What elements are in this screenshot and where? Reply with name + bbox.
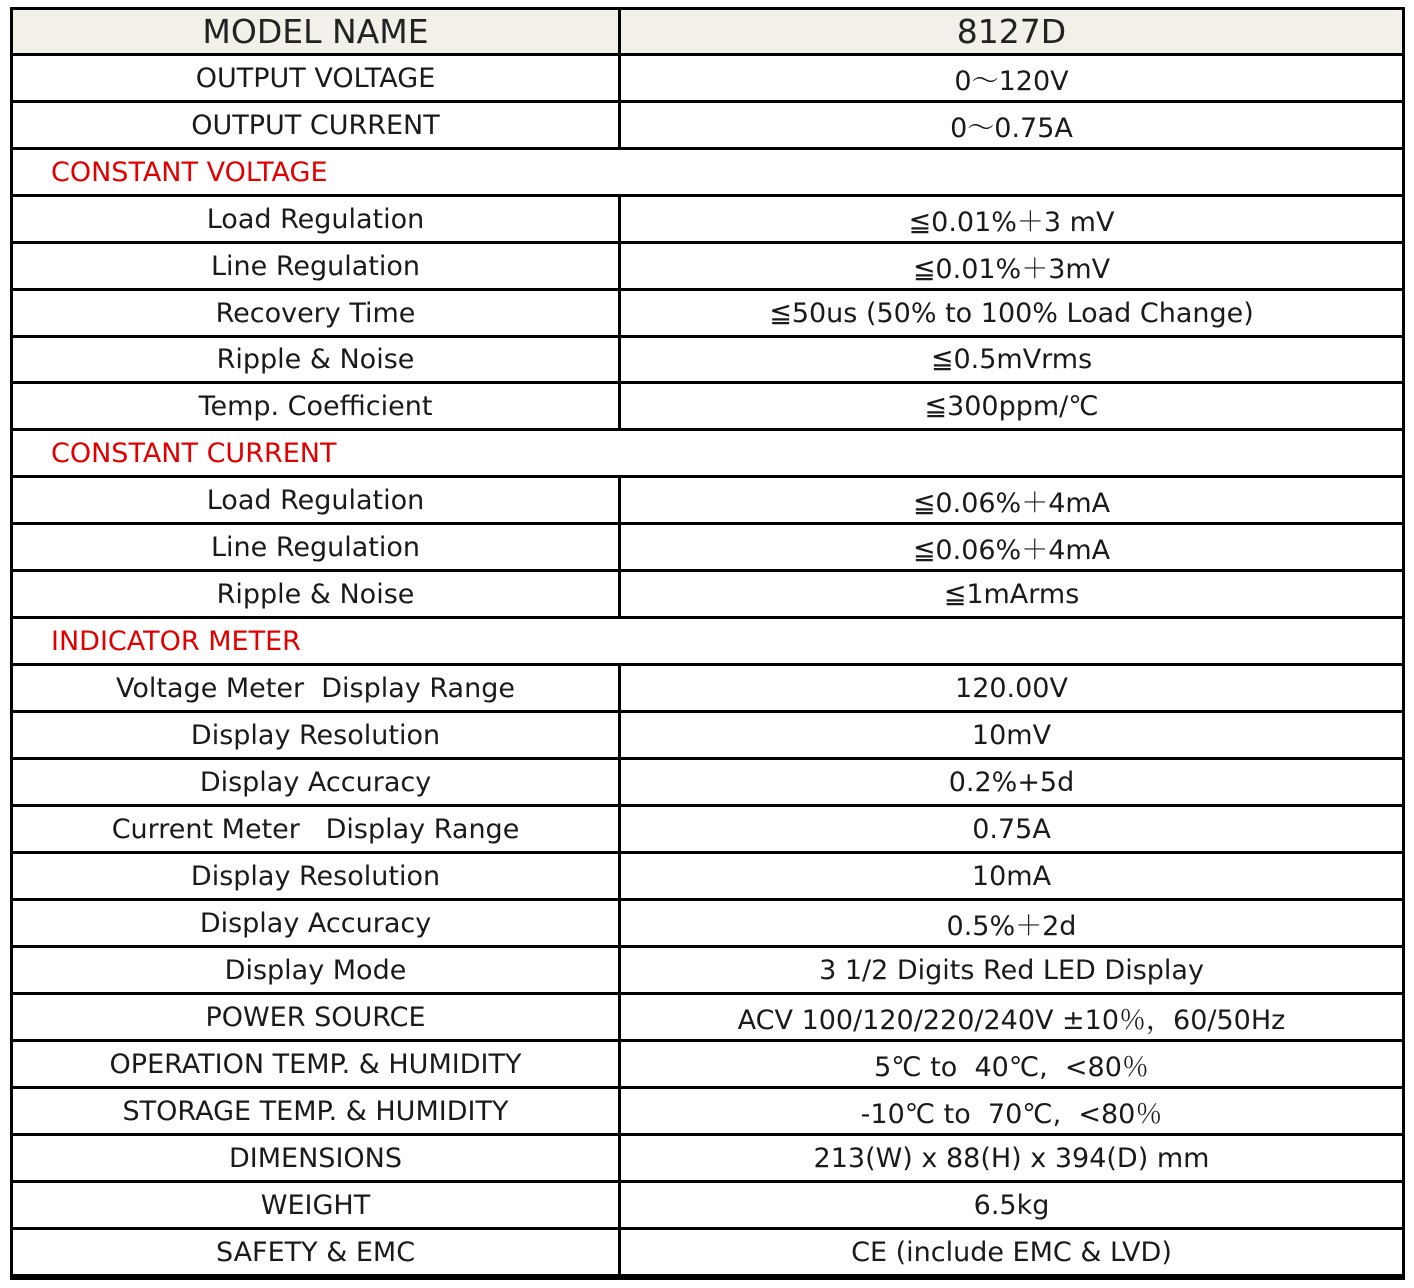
spec-value: 3 1/2 Digits Red LED Display (819, 954, 1204, 986)
spec-row (13, 56, 1402, 103)
spec-label: OUTPUT CURRENT (13, 103, 621, 147)
spec-row (13, 197, 1402, 244)
spec-row (13, 1136, 1402, 1183)
spec-label: OUTPUT VOLTAGE (13, 56, 621, 100)
spec-label: OPERATION TEMP. & HUMIDITY (13, 1042, 621, 1086)
spec-label: SAFETY & EMC (13, 1230, 621, 1274)
spec-row (13, 948, 1402, 995)
section-title: CONSTANT CURRENT (51, 437, 337, 469)
spec-value: 10mV (971, 719, 1052, 751)
section-title: CONSTANT VOLTAGE (51, 156, 328, 188)
spec-row (13, 1183, 1402, 1230)
spec-value: ≦0.01%＋3 mV (908, 206, 1115, 238)
spec-row (13, 807, 1402, 854)
spec-row (13, 572, 1402, 619)
header-label: MODEL NAME (13, 10, 621, 53)
spec-label: STORAGE TEMP. & HUMIDITY (13, 1089, 621, 1133)
spec-row (13, 760, 1402, 807)
spec-row (13, 901, 1402, 948)
spec-value: 0.75A (972, 813, 1051, 845)
spec-row (13, 1042, 1402, 1089)
spec-label: WEIGHT (13, 1183, 621, 1227)
spec-label: Display Resolution (13, 713, 621, 757)
spec-value: ≦0.5mVrms (930, 344, 1093, 375)
spec-row (13, 103, 1402, 150)
spec-label: Current Meter Display Range (13, 807, 621, 851)
spec-value: ACV 100/120/220/240V ±10％，60/50Hz (737, 1004, 1286, 1036)
spec-value: ≦1mArms (943, 578, 1080, 610)
section-row (13, 150, 1402, 197)
spec-value: -10℃ to 70℃, <80％ (860, 1098, 1163, 1130)
spec-value: ≦0.06%＋4mA (912, 487, 1111, 519)
spec-label: Display Accuracy (13, 901, 621, 945)
spec-row (13, 244, 1402, 291)
spec-label: Load Regulation (13, 197, 621, 241)
spec-value: 213(W) x 88(H) x 394(D) mm (813, 1142, 1210, 1174)
spec-label: Display Resolution (13, 854, 621, 898)
spec-row (13, 478, 1402, 525)
spec-value: ≦0.06%＋4mA (912, 534, 1111, 566)
spec-value: 0～120V (954, 65, 1069, 97)
spec-row (13, 1230, 1402, 1274)
spec-value: ≦300ppm/℃ (924, 390, 1099, 422)
spec-table (10, 7, 1405, 1280)
spec-value: 120.00V (955, 672, 1068, 704)
spec-value: 0～0.75A (950, 112, 1073, 144)
spec-value: CE (include EMC & LVD) (851, 1236, 1172, 1268)
spec-label: Load Regulation (13, 478, 621, 522)
section-row (13, 619, 1402, 666)
spec-label: Temp. Coefficient (13, 384, 621, 428)
spec-value: ≦50us (50% to 100% Load Change) (769, 297, 1254, 329)
spec-value: 0.2%+5d (948, 766, 1075, 798)
header-value: 8127D (956, 12, 1067, 51)
spec-row (13, 666, 1402, 713)
spec-label: Display Mode (13, 948, 621, 992)
spec-row (13, 384, 1402, 431)
spec-row (13, 1089, 1402, 1136)
spec-value: 5℃ to 40℃, <80％ (874, 1051, 1149, 1083)
spec-label: POWER SOURCE (13, 995, 621, 1039)
spec-value: 10mA (971, 860, 1052, 892)
spec-value: 0.5%＋2d (946, 910, 1077, 942)
section-row (13, 431, 1402, 478)
section-title: INDICATOR METER (51, 625, 301, 657)
spec-value: ≦0.01%＋3mV (912, 253, 1111, 285)
spec-row (13, 713, 1402, 760)
spec-label: Line Regulation (13, 525, 621, 569)
spec-label: Ripple & Noise (13, 338, 621, 381)
spec-row (13, 854, 1402, 901)
spec-label: Voltage Meter Display Range (13, 666, 621, 710)
spec-label: Line Regulation (13, 244, 621, 288)
spec-label: Recovery Time (13, 291, 621, 335)
spec-label: DIMENSIONS (13, 1136, 621, 1180)
spec-value: 6.5kg (973, 1189, 1050, 1221)
spec-row (13, 291, 1402, 338)
spec-row (13, 525, 1402, 572)
spec-row (13, 995, 1402, 1042)
spec-row (13, 338, 1402, 384)
spec-label: Display Accuracy (13, 760, 621, 804)
header-row (13, 10, 1402, 56)
spec-label: Ripple & Noise (13, 572, 621, 616)
